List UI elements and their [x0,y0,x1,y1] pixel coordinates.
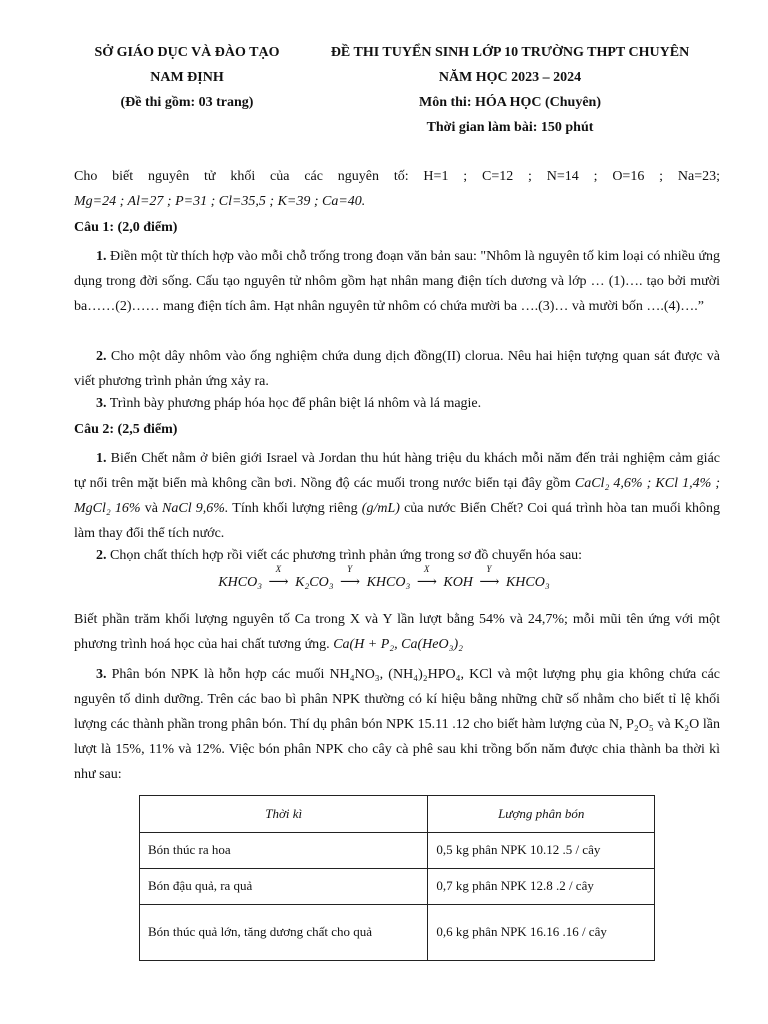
header-right-line4: Thời gian làm bài: 150 phút [426,120,594,135]
table-cell-amount: 0,7 kg phân NPK 12.8 .2 / cây [428,869,655,905]
table-cell-period: Bón thúc quả lớn, tăng dương chất cho quả [140,905,428,961]
scheme-arrow-1: X ⟶ [268,564,289,590]
q2-title: Câu 2: (2,5 điểm) [74,422,178,437]
table-cell-amount: 0,6 kg phân NPK 16.16 .16 / cây [428,905,655,961]
table-cell-amount: 0,5 kg phân NPK 10.12 .5 / cây [428,833,655,869]
table-header-period: Thời kì [140,796,428,833]
scheme-arrow-2: Y ⟶ [340,564,361,590]
table-row [140,833,655,869]
q1-title: Câu 1: (2,0 điểm) [74,220,178,235]
scheme-s5: KHCO₃ [505,575,550,590]
q2-part2: 2. Chọn chất thích hợp rồi viết các phương trình phản ứng trong sơ đồ chuyển hóa sau: [96,548,583,563]
q1-part3: 3. Trình bày phương pháp hóa học để phân biệt lá nhôm và lá magie. [96,396,482,411]
q2-part1: 1. Biển Chết nằm ở biên giới Israel và Jordan thu hút hàng triệu du khách mỗi năm đến trải nghiệm cảm giác tự nổi trên mặt biển mà không cần bơi. Nồng độ các muối trong nước biển tại đây gồm CaCl₂ 4,6% ; KCl 1,4% ; MgCl₂ 16% và NaCl 9,6%. Tính khối lượng riêng (g/mL) của nước Biển Chết? Coi quá trình hòa tan muối không làm thay đổi thể tích nước. [74,451,721,541]
conversion-scheme [0,564,768,592]
scheme-s4: KOH [443,575,473,590]
table-row [140,905,655,961]
table-cell-period: Bón đậu quả, ra quả [140,869,428,905]
q2-part3: 3. Phân bón NPK là hỗn hợp các muối NH₄NO₃, (NH₄)₂HPO₄, KCl và một lượng phụ gia không chứa các nguyên tố dinh dưỡng. Trên các bao bì phân NPK thường có kí hiệu bằng những chữ số nhằm cho biết tỉ lệ khối lượng các thành phần trong phân bón. Thí dụ phân bón NPK 15.11 .12 cho biết hàm lượng của N, P₂O₅ và K₂O lần lượt là 15%, 11% và 12%. Việc bón phân NPK cho cây cà phê sau khi trồng bốn năm được chia thành ba thời kì như sau: [74,667,721,782]
header-right-line2: NĂM HỌC 2023 – 2024 [438,70,582,85]
q1-part2: 2. Cho một dây nhôm vào ống nghiệm chứa dung dịch đồng(II) clorua. Nêu hai hiện tượng quan sát được và viết phương trình phản ứng xảy ra. [74,349,721,389]
scheme-s3: KHCO₃ [366,575,411,590]
atomic-mass-line1: Cho biết nguyên tử khối của các nguyên tố: H=1 ; C=12 ; N=14 ; O=16 ; Na=23; [74,169,720,184]
header-right-line1: ĐỀ THI TUYỂN SINH LỚP 10 TRƯỜNG THPT CHUYÊN [330,45,690,60]
table-row [140,869,655,905]
header-left-line2: NAM ĐỊNH [150,70,224,85]
scheme-arrow-3: X ⟶ [416,564,437,590]
q1-part1: 1. Điền một từ thích hợp vào mỗi chỗ trống trong đoạn văn bản sau: "Nhôm là nguyên tố kim loại có nhiều ứng dụng trong đời sống. Cấu tạo nguyên tử nhôm gồm hạt nhân mang điện tích dương và lớp … (1)…. tạo bởi mười ba……(2)…… mang điện tích âm. Hạt nhân nguyên tử nhôm có chứa mười ba ….(3)… và mười bốn ….(4)….” [74,249,721,314]
table-header-row [140,796,655,833]
scheme-s2: K₂CO₃ [295,575,334,590]
scheme-s1: KHCO₃ [218,575,263,590]
atomic-mass-line2: Mg=24 ; Al=27 ; P=31 ; Cl=35,5 ; K=39 ; Ca=40. [74,194,366,209]
table-cell-period: Bón thúc ra hoa [140,833,428,869]
scheme-arrow-4: Y ⟶ [479,564,500,590]
header-left-line1: SỞ GIÁO DỤC VÀ ĐÀO TẠO [94,45,280,60]
q2-part2-note: Biết phần trăm khối lượng nguyên tố Ca trong X và Y lần lượt bằng 54% và 24,7%; mỗi mũi tên ứng với một phương trình hoá học của hai chất tương ứng. Ca(H + P₂, Ca(HeO₃)₂ [74,612,720,652]
table-header-amount: Lượng phân bón [428,796,655,833]
fertilizer-table [139,795,655,961]
header-right-line3: Môn thi: HÓA HỌC (Chuyên) [418,95,601,110]
header-left-line3: (Đề thi gồm: 03 trang) [120,95,254,110]
